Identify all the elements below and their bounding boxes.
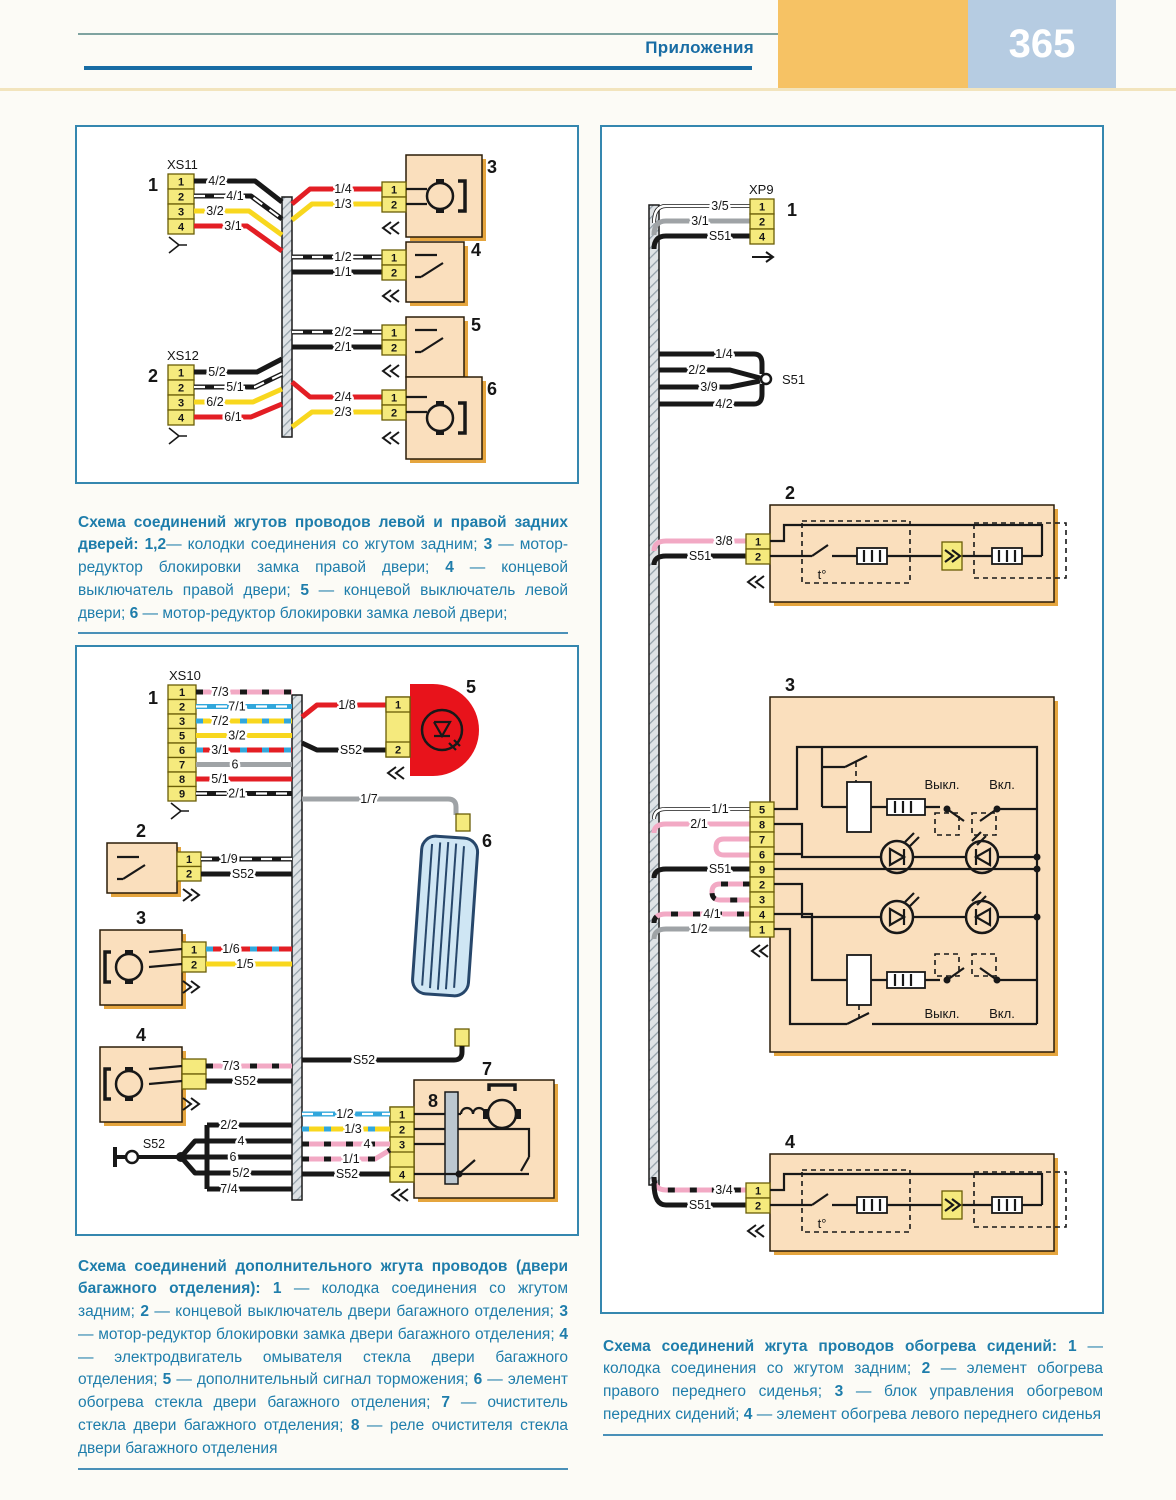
component-number: 3	[135, 908, 147, 928]
caption-rear-doors	[78, 512, 568, 635]
wire-label: 2/1	[690, 817, 708, 831]
header-orange-block	[778, 0, 968, 88]
component-end-switch-left	[292, 315, 481, 381]
wire-label: 7/3	[211, 685, 229, 699]
caption-rule	[603, 1434, 1103, 1436]
wire-label: 3/5	[711, 199, 729, 213]
wire-label: 1/7	[360, 792, 378, 806]
component-lock-motor-left	[292, 377, 497, 463]
component-tailgate-lock-motor	[100, 908, 292, 1009]
page-header-title: Приложения	[645, 38, 754, 57]
pin-number: 7	[758, 834, 766, 847]
pin-number: 1	[398, 1109, 406, 1122]
caption-segment: — колодка соединения со жгутом задним;	[603, 1337, 1103, 1378]
component-number: 3	[784, 675, 796, 695]
wire-label: S52	[335, 1167, 359, 1181]
wire-label: S52	[231, 867, 255, 881]
branch-fork-icon	[169, 237, 187, 253]
pin-number: 8	[178, 774, 186, 786]
connector-label: XS10	[169, 668, 201, 683]
wire-label: 4/1	[226, 189, 244, 203]
heater-element-icon	[412, 835, 479, 997]
caption-segment: — реле очистителя стекла двери багажного отделения	[78, 1416, 568, 1457]
caption-rule	[78, 1468, 568, 1470]
pin-number: 1	[754, 1185, 762, 1198]
wire-label: 2/4	[334, 390, 352, 404]
switch-on-label: Вкл.	[989, 777, 1015, 792]
pin-number: 1	[185, 854, 193, 866]
pin-number: 2	[390, 407, 398, 420]
wire-label: 6/1	[224, 410, 242, 424]
wire-label: 6	[231, 757, 239, 772]
xs12-wires	[194, 359, 282, 424]
caption-segment: 5	[300, 581, 309, 599]
caption-segment: 4	[559, 1325, 568, 1343]
pin-number: 2	[398, 1124, 406, 1137]
harness-arrow-icon	[383, 290, 399, 302]
component-heating-control-block	[654, 675, 1058, 1056]
wire-label: 3/1	[211, 743, 229, 757]
wire-label: 1/1	[342, 1152, 360, 1166]
component-lock-motor-right	[292, 155, 497, 241]
wire-label: 7/4	[220, 1182, 238, 1196]
wire-label: 1/2	[336, 1107, 354, 1121]
wire-label: 4/2	[715, 397, 733, 411]
caption-segment: — колодки соединения со жгутом задним;	[166, 536, 484, 554]
pin-number: 2	[190, 959, 198, 972]
pin-number: 4	[177, 221, 185, 234]
seat-heating-schematic	[602, 127, 1102, 1312]
harness-arrow-icon	[383, 222, 399, 234]
wire-label: 3/2	[206, 204, 224, 218]
caption-segment: — очиститель стекла двери багажного отделения;	[78, 1394, 568, 1434]
wire-label: 2/2	[688, 363, 706, 377]
component-washer-motor	[100, 1025, 292, 1126]
wire-label: S51	[688, 549, 712, 563]
pin-number: 1	[758, 201, 766, 214]
caption-segment: 5	[162, 1371, 172, 1389]
connector-xs10	[148, 668, 201, 819]
caption-segment: — элемент обогрева правого переднего сиденья;	[603, 1360, 1103, 1401]
page-number: 365	[1008, 21, 1076, 66]
component-rear-window-heater	[302, 792, 492, 1067]
harness-arrow-icon	[383, 432, 399, 444]
relay-number: 8	[427, 1091, 439, 1111]
pin-number: 4	[177, 412, 185, 425]
caption-segment: 7	[441, 1394, 450, 1412]
caption-segment: — колодка соединения со жгутом задним;	[78, 1280, 568, 1321]
wire-label: 4/1	[703, 907, 721, 921]
component-number: 3	[486, 157, 498, 177]
splice-label: S52	[142, 1137, 166, 1151]
caption-segment: 1	[272, 1280, 282, 1298]
caption-segment: 1	[1067, 1337, 1077, 1355]
direction-arrow-icon	[752, 252, 773, 262]
wire-label: 2/1	[334, 340, 352, 354]
wire-label: S51	[708, 862, 732, 876]
harness-arrow-icon	[392, 1189, 408, 1201]
relay-icon	[445, 1092, 458, 1184]
pin-number: 1	[390, 252, 398, 265]
caption-segment: — концевой выключатель правой двери;	[78, 559, 568, 599]
wire-label: 1/4	[715, 347, 733, 361]
harness-arrow-icon	[748, 1225, 764, 1237]
pin-number: 2	[390, 342, 398, 355]
pin-number: 6	[758, 849, 766, 862]
component-number: 2	[135, 821, 147, 841]
caption-segment: — элемент обогрева левого переднего сиденья	[752, 1405, 1102, 1423]
caption-segment: 2	[921, 1360, 931, 1378]
wire-label: S52	[233, 1074, 257, 1088]
wire-label: 1/2	[690, 922, 708, 936]
harness-arrow-icon	[383, 365, 399, 377]
caption-seat-heating	[603, 1336, 1103, 1436]
switch-on-label: Вкл.	[989, 1006, 1015, 1021]
caption-segment: 1,2	[144, 536, 167, 554]
connector-xs11	[148, 157, 198, 253]
component-left-seat-heater	[654, 1132, 1066, 1255]
wire-label: 3/1	[691, 214, 709, 228]
pin-number: 2	[754, 1200, 762, 1213]
rear-doors-schematic	[77, 127, 577, 482]
connector-label: XS11	[167, 157, 198, 172]
caption-segment: 3	[834, 1383, 844, 1401]
pin-number: 3	[177, 206, 185, 219]
caption-segment: Схема соединений жгутов проводов левой и правой задних дверей:	[78, 513, 568, 554]
wire-label: 6	[229, 1150, 237, 1164]
wire-label: 1/2	[334, 250, 352, 264]
wire-label: 1/4	[334, 182, 352, 196]
header-thick-rule	[84, 66, 752, 70]
thermal-switch-label: t°	[817, 1216, 827, 1231]
component-number: 6	[486, 379, 498, 399]
wire-label: 2/3	[334, 405, 352, 419]
pin-number: 3	[398, 1139, 406, 1152]
pin-number: 2	[390, 199, 398, 212]
component-number: 5	[465, 677, 477, 697]
component-number: 1	[786, 200, 798, 220]
pin-number: 3	[178, 716, 186, 728]
xs11-wires	[194, 174, 282, 251]
switch-off-label: Выкл.	[924, 777, 960, 792]
harness-bundle-bar	[292, 695, 302, 1200]
caption-segment: — дополнительный сигнал торможения;	[171, 1371, 474, 1389]
caption-tailgate	[78, 1256, 568, 1470]
wire-label: 1/8	[338, 698, 356, 712]
pin-number: 3	[177, 397, 185, 410]
pin-number: 2	[177, 191, 185, 204]
pin-number: 2	[178, 701, 186, 714]
connector-label: XP9	[749, 182, 774, 197]
pin-number: 2	[758, 879, 766, 892]
connector-label: XS12	[167, 348, 199, 363]
pin-number: 2	[758, 216, 766, 229]
wire-label: 7/2	[211, 714, 229, 728]
component-number: 4	[135, 1025, 147, 1045]
figure-seat-heating-diagram	[600, 125, 1104, 1314]
caption-rule	[78, 632, 568, 634]
pin-number: 2	[754, 551, 762, 564]
pin-number: 5	[178, 730, 186, 743]
wire-label: 1/1	[334, 265, 352, 279]
caption-segment: — электродвигатель омывателя стекла двери багажного отделения;	[78, 1348, 568, 1389]
component-number: 2	[784, 483, 796, 503]
splice-s51	[659, 347, 805, 411]
wire-label: 3/9	[700, 380, 718, 394]
caption-segment: — элемент обогрева стекла двери багажного отделения;	[78, 1371, 569, 1412]
caption-segment: — блок управления обогревом передних сидений;	[603, 1383, 1103, 1423]
wire-label: 6/2	[206, 395, 224, 409]
wire-label: 7/1	[228, 699, 246, 714]
pin-number: 1	[390, 392, 398, 405]
wire-label: 3/1	[224, 219, 242, 233]
wire-label: 1/9	[220, 852, 238, 866]
caption-segment: — концевой выключатель левой двери;	[78, 581, 568, 622]
header-bottom-rule	[0, 88, 1176, 91]
thermal-switch-label: t°	[817, 567, 827, 582]
component-number: 7	[481, 1059, 493, 1079]
wire-label: S52	[352, 1053, 376, 1067]
caption-segment: 4	[445, 559, 454, 577]
component-number: 5	[470, 315, 482, 335]
pin-number: 4	[758, 909, 766, 922]
wire-label: 5/1	[226, 380, 244, 394]
component-end-switch-right	[292, 240, 481, 306]
wire-label: 2/2	[334, 325, 352, 339]
wire-label: 3/2	[228, 728, 246, 743]
caption-segment: 3	[483, 536, 493, 554]
pin-number: 1	[177, 367, 185, 380]
splice-label: S51	[782, 372, 806, 387]
wire-label: 1/6	[222, 942, 240, 956]
caption-segment: 3	[559, 1303, 569, 1321]
caption-segment: 4	[743, 1405, 753, 1423]
branch-fork-icon	[169, 428, 187, 444]
harness-arrow-icon	[388, 767, 404, 779]
pin-number: 1	[758, 924, 766, 937]
branch-fork-icon	[171, 803, 189, 819]
harness-bundle-bar	[649, 205, 659, 1185]
pin-number: 3	[758, 894, 766, 907]
wire-label: S51	[688, 1198, 712, 1212]
wire-label: 1/5	[236, 957, 254, 971]
caption-segment: — концевой выключатель двери багажного отделения;	[148, 1303, 560, 1321]
wire-label: 2/2	[220, 1118, 238, 1132]
pin-number: 1	[390, 184, 398, 197]
pin-number: 7	[178, 759, 186, 772]
caption-segment: Схема соединений дополнительного жгута проводов (двери багажного отделения):	[78, 1257, 568, 1298]
switch-off-label: Выкл.	[924, 1006, 960, 1021]
wire-label: S51	[708, 229, 732, 243]
ground-splice-s52	[115, 1118, 292, 1196]
pin-number: 2	[394, 744, 402, 757]
page-number-block	[968, 0, 1116, 88]
pin-number: 8	[758, 819, 766, 832]
connector-xs12	[148, 348, 199, 444]
pin-number: 2	[390, 267, 398, 280]
pin-number: 1	[394, 699, 402, 712]
wire-label: S52	[339, 743, 363, 757]
wire-label: 1/1	[711, 802, 729, 816]
pin-number: 9	[178, 788, 186, 801]
tailgate-schematic	[77, 647, 577, 1234]
pin-number: 5	[758, 804, 766, 817]
wire-label: 5/1	[211, 772, 229, 786]
pin-number: 9	[758, 864, 766, 877]
wire-label: 5/2	[208, 365, 226, 379]
component-number: 1	[147, 688, 159, 708]
component-number: 6	[481, 831, 493, 851]
figure-tailgate-diagram	[75, 645, 579, 1236]
pin-number: 2	[185, 868, 193, 881]
pin-number: 4	[398, 1169, 406, 1182]
wire-label: 4	[363, 1137, 371, 1151]
pin-number: 1	[177, 176, 185, 189]
caption-segment: — мотор-редуктор блокировки замка правой двери;	[78, 536, 568, 577]
pin-number: 1	[390, 327, 398, 340]
component-number: 2	[147, 366, 159, 386]
component-wiper-motor	[302, 1059, 558, 1202]
component-right-seat-heater	[654, 483, 1066, 606]
connector-xp9	[654, 182, 797, 262]
caption-segment: 2	[140, 1303, 149, 1321]
caption-segment: — мотор-редуктор блокировки замка левой двери;	[138, 604, 508, 622]
component-brake-light	[302, 677, 479, 779]
wire-label: 3/8	[715, 534, 733, 548]
pin-number: 6	[178, 745, 186, 757]
figure-rear-doors-diagram	[75, 125, 579, 484]
harness-bundle-bar	[282, 197, 292, 437]
component-tailgate-switch	[107, 821, 292, 901]
pin-number: 4	[758, 231, 766, 244]
wire-label: 1/3	[334, 197, 352, 211]
caption-segment: 6	[473, 1371, 483, 1389]
caption-segment: 8	[350, 1416, 360, 1434]
component-number: 1	[147, 175, 159, 195]
wire-label: 4	[237, 1134, 245, 1148]
wire-label: 3/4	[715, 1183, 733, 1197]
pin-number: 2	[177, 382, 185, 395]
caption-segment: Схема соединений жгута проводов обогрева сидений:	[603, 1337, 1068, 1355]
caption-segment: — мотор-редуктор блокировки замка двери багажного отделения;	[78, 1325, 560, 1343]
harness-arrow-icon	[183, 889, 199, 901]
wire-label: 7/3	[222, 1059, 240, 1073]
wire-label: 1/3	[344, 1122, 362, 1136]
component-number: 4	[784, 1132, 796, 1152]
wire-label: 4/2	[208, 174, 226, 188]
wire-label: 2/1	[228, 786, 246, 801]
harness-arrow-icon	[752, 945, 768, 957]
component-number: 4	[470, 240, 482, 260]
harness-arrow-icon	[748, 576, 764, 588]
pin-number: 1	[178, 687, 186, 699]
caption-segment: 6	[129, 604, 139, 622]
pin-number: 1	[754, 536, 762, 549]
wire-label: 5/2	[232, 1166, 250, 1180]
xs10-wires	[196, 685, 292, 801]
pin-number: 1	[190, 944, 198, 957]
